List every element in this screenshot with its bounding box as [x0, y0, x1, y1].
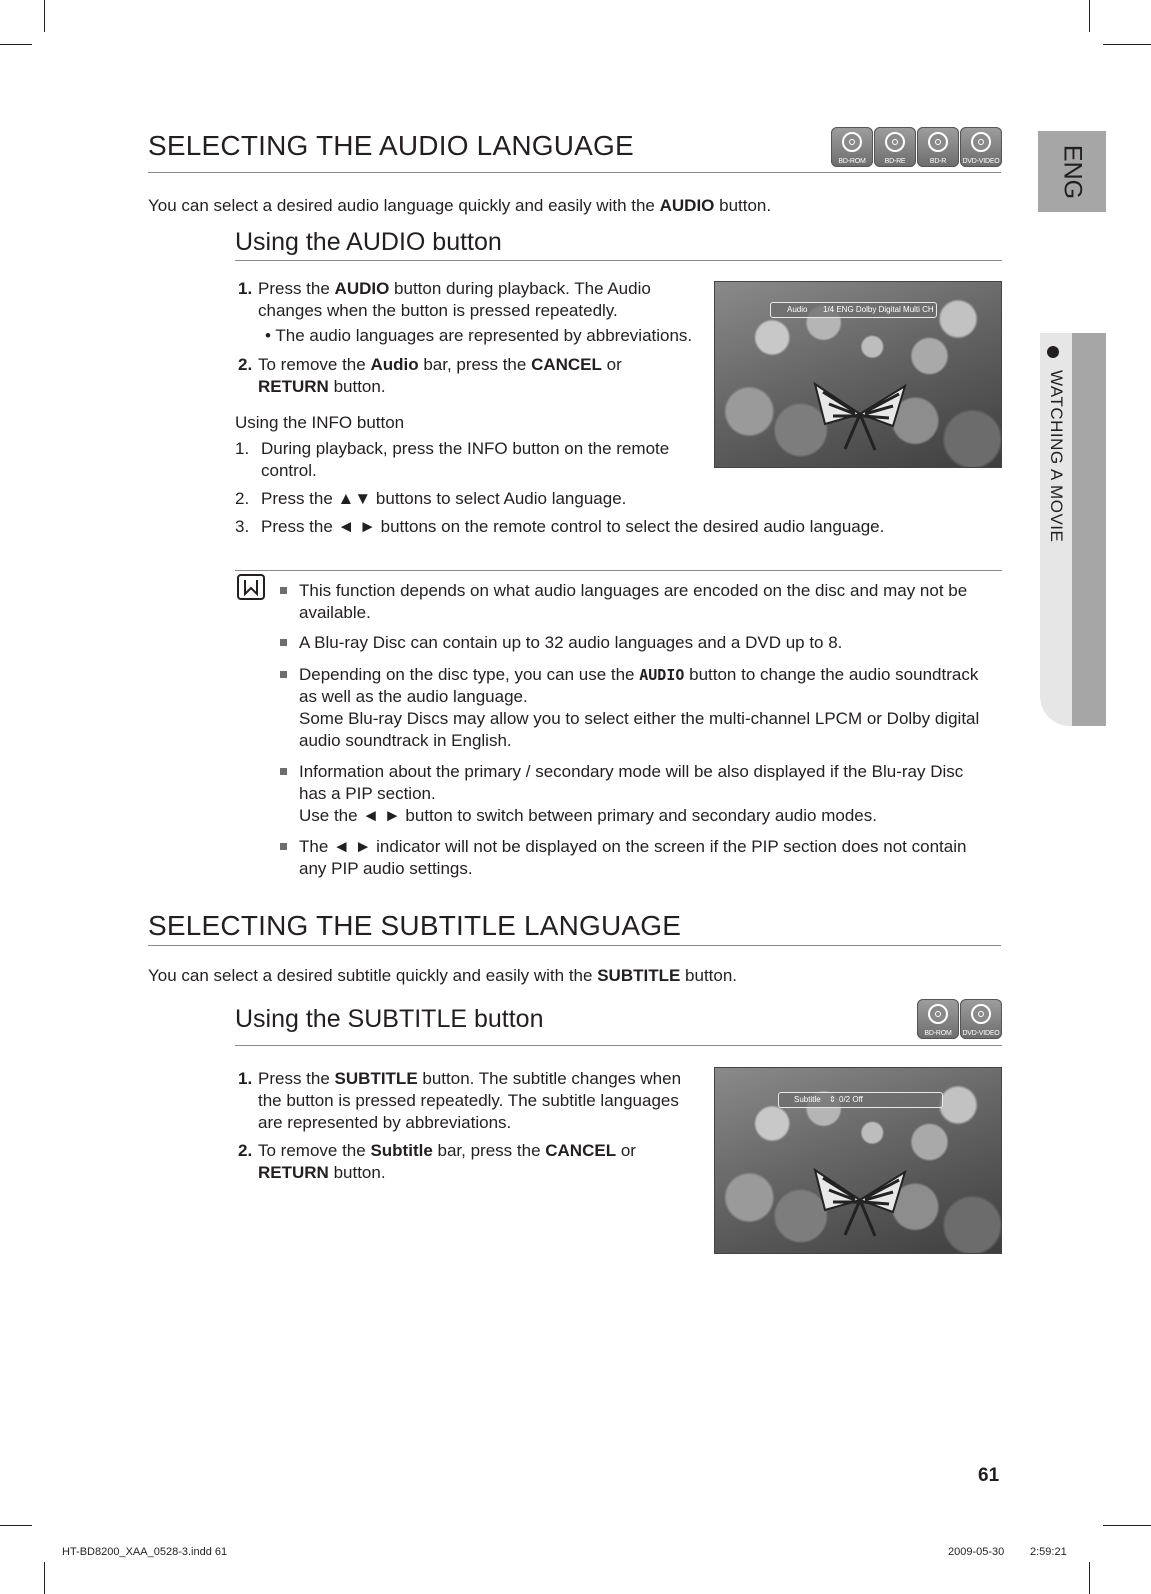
subtitle-step-2-text: To remove the Subtitle bar, press the CANCEL or RETURN button.: [258, 1141, 636, 1182]
title-rule: [148, 945, 1001, 946]
audio-osd-label: Audio: [787, 305, 808, 314]
audio-intro: You can select a desired audio language quickly and easily with the AUDIO button.: [148, 196, 772, 215]
language-tab-label: ENG: [1058, 144, 1087, 199]
crop-mark: [0, 44, 32, 45]
info-step-3-text: Press the ◄ ► buttons on the remote control to select the desired audio language.: [261, 517, 885, 536]
page-number: 61: [978, 1465, 1000, 1486]
note-4: Information about the primary / secondary mode will be also displayed if the Blu-ray Disc has a PIP section. Use the ◄ ► button to switch between primary and secondary audio modes.: [299, 762, 964, 825]
note-bullet-icon: [280, 768, 287, 775]
section-tab-label: WATCHING A MOVIE: [1047, 370, 1066, 543]
section-bullet-icon: [1047, 346, 1059, 358]
info-heading: Using the INFO button: [235, 413, 405, 432]
info-step-2-num: 2.: [235, 489, 250, 508]
audio-subheading: Using the AUDIO button: [235, 228, 502, 256]
crop-mark: [0, 1525, 32, 1526]
crop-mark: [44, 0, 45, 32]
title-rule: [148, 172, 1001, 173]
note-bullet-icon: [280, 843, 287, 850]
dvd-video-disc-icon: DVD-VIDEO: [960, 999, 1002, 1039]
subtitle-osd-bar: [778, 1092, 943, 1108]
butterfly-image: [805, 1160, 915, 1240]
note-1: This function depends on what audio languages are encoded on the disc and may not be available.: [299, 581, 968, 622]
info-step-1-text: During playback, press the INFO button on the remote control.: [261, 439, 670, 480]
note-3: Depending on the disc type, you can use the AUDIO button to change the audio soundtrack as well as the audio language. Some Blu-ray Discs may allow you to select either the multi-channel LPCM or Dolby digital audio soundtrack in English.: [299, 665, 980, 750]
bd-rom-disc-icon: BD-ROM: [917, 999, 959, 1039]
audio-osd-value: 1/4 ENG Dolby Digital Multi CH: [823, 305, 934, 314]
audio-step-1: 1.: [238, 279, 253, 298]
audio-bullet: • The audio languages are represented by abbreviations.: [265, 326, 693, 345]
note-2: A Blu-ray Disc can contain up to 32 audio languages and a DVD up to 8.: [299, 633, 843, 652]
bd-r-disc-icon: BD-R: [917, 127, 959, 167]
info-step-3-num: 3.: [235, 517, 250, 536]
audio-screenshot: [714, 281, 1002, 468]
bd-re-disc-icon: BD-RE: [874, 127, 916, 167]
note-icon: [237, 574, 265, 600]
footer-time: 2:59:21: [1030, 1546, 1067, 1558]
info-step-2-text: Press the ▲▼ buttons to select Audio language.: [261, 489, 627, 508]
subtitle-screenshot: [714, 1067, 1002, 1254]
subtitle-step-1: 1.: [238, 1069, 253, 1088]
subtitle-osd-label: Subtitle: [794, 1095, 821, 1104]
subtitle-section-title: SELECTING THE SUBTITLE LANGUAGE: [148, 910, 682, 941]
audio-step-2: 2.: [238, 355, 253, 374]
updown-arrow-icon: ⇕: [829, 1095, 836, 1104]
note-5: The ◄ ► indicator will not be displayed on the screen if the PIP section does not contain any PIP audio settings.: [299, 837, 967, 878]
audio-step-1-text: Press the AUDIO button during playback. The Audio changes when the button is pressed repeatedly.: [258, 279, 651, 320]
subheading-rule: [235, 260, 1002, 261]
page-title: SELECTING THE AUDIO LANGUAGE: [148, 130, 634, 161]
note-bullet-icon: [280, 587, 287, 594]
crop-mark: [1103, 1525, 1151, 1526]
crop-mark: [1103, 44, 1151, 45]
note-bullet-icon: [280, 639, 287, 646]
crop-mark: [44, 1562, 45, 1594]
subtitle-osd-value: 0/2 Off: [839, 1095, 863, 1104]
section-tab-bar: [1072, 333, 1106, 726]
butterfly-image: [805, 374, 915, 454]
footer-date: 2009-05-30: [948, 1546, 1005, 1558]
bd-rom-disc-icon: BD-ROM: [831, 127, 873, 167]
footer-file: HT-BD8200_XAA_0528-3.indd 61: [62, 1546, 228, 1558]
subtitle-step-1-text: Press the SUBTITLE button. The subtitle changes when the button is pressed repeatedly. The subtitle languages are represented by abbreviations.: [258, 1069, 682, 1132]
audio-osd-bar: [770, 302, 937, 318]
note-bullet-icon: [280, 671, 287, 678]
subtitle-step-2: 2.: [238, 1141, 253, 1160]
subtitle-intro: You can select a desired subtitle quickly and easily with the SUBTITLE button.: [148, 966, 738, 985]
audio-step-2-text: To remove the Audio bar, press the CANCEL or RETURN button.: [258, 355, 622, 396]
language-tab: [1038, 131, 1106, 212]
subtitle-subheading: Using the SUBTITLE button: [235, 1005, 544, 1033]
note-rule: [235, 570, 1002, 571]
info-step-1-num: 1.: [235, 439, 250, 458]
crop-mark: [1089, 0, 1090, 32]
subheading-rule: [235, 1045, 1002, 1046]
dvd-video-disc-icon: DVD-VIDEO: [960, 127, 1002, 167]
crop-mark: [1089, 1562, 1090, 1594]
